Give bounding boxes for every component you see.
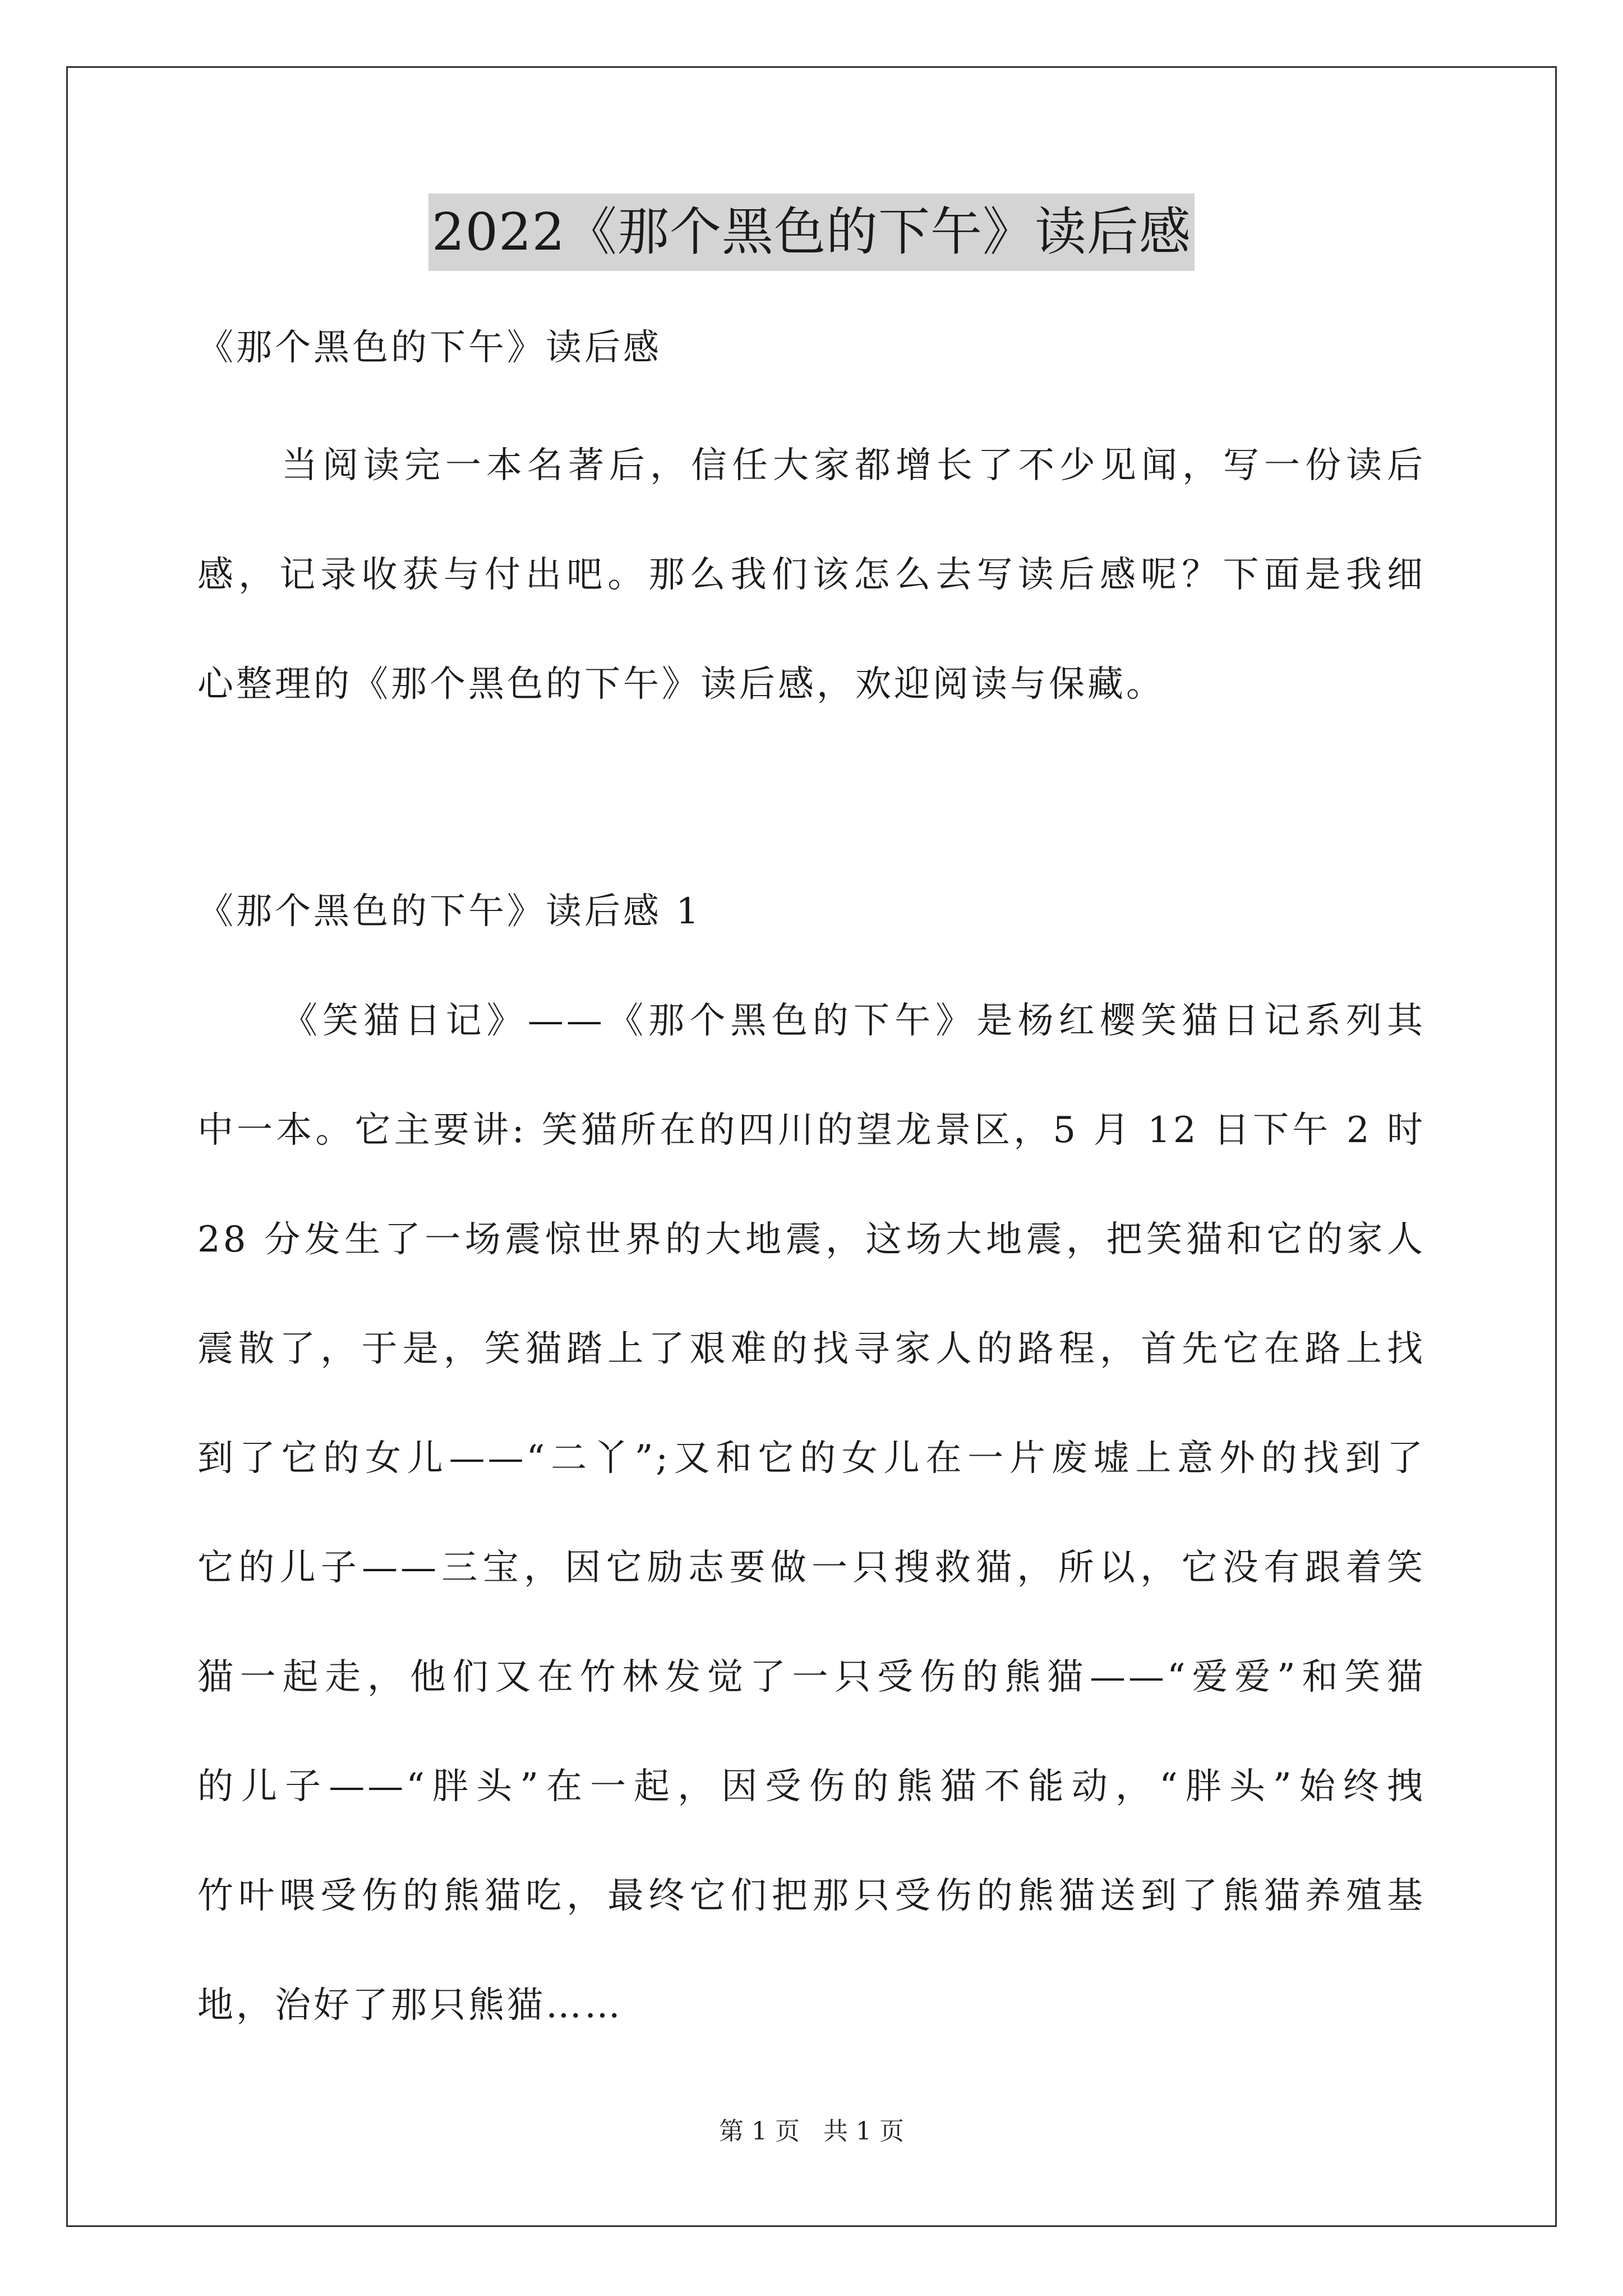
intro-line: 心整理的《那个黑色的下午》读后感，欢迎阅读与保藏。 — [197, 664, 1165, 705]
body-line: 猫一起走，他们又在竹林发觉了一只受伤的熊猫——“爱爱”和笑猫 — [197, 1657, 1426, 1698]
body-line: 它的儿子——三宝，因它励志要做一只搜救猫，所以，它没有跟着笑 — [197, 1547, 1426, 1589]
document-title: 2022《那个黑色的下午》读后感 — [428, 194, 1195, 271]
body-line: 竹叶喂受伤的熊猫吃，最终它们把那只受伤的熊猫送到了熊猫养殖基 — [197, 1875, 1426, 1917]
intro-line: 当阅读完一本名著后，信任大家都增长了不少见闻，写一份读后 — [282, 445, 1426, 486]
body-line: 到了它的女儿——“二丫”;又和它的女儿在一片废墟上意外的找到了 — [197, 1438, 1426, 1479]
title-container — [0, 194, 1623, 271]
body-line: 地，治好了那只熊猫…… — [197, 1985, 623, 2026]
body-line: 《笑猫日记》——《那个黑色的下午》是杨红樱笑猫日记系列其 — [282, 1000, 1426, 1042]
section-heading: 《那个黑色的下午》读后感 1 — [197, 891, 702, 932]
body-line: 中一本。它主要讲: 笑猫所在的四川的望龙景区，5 月 12 日下午 2 时 — [197, 1110, 1426, 1151]
body-line: 的儿子——“胖头”在一起，因受伤的熊猫不能动，“胖头”始终拽 — [197, 1766, 1426, 1807]
body-line: 28 分发生了一场震惊世界的大地震，这场大地震，把笑猫和它的家人 — [197, 1219, 1426, 1260]
intro-line: 感，记录收获与付出吧。那么我们该怎么去写读后感呢？下面是我细 — [197, 554, 1426, 596]
page-footer: 第 1 页 共 1 页 — [719, 2117, 904, 2146]
body-line: 震散了，于是，笑猫踏上了艰难的找寻家人的路程，首先它在路上找 — [197, 1328, 1426, 1370]
subtitle: 《那个黑色的下午》读后感 — [197, 327, 662, 369]
